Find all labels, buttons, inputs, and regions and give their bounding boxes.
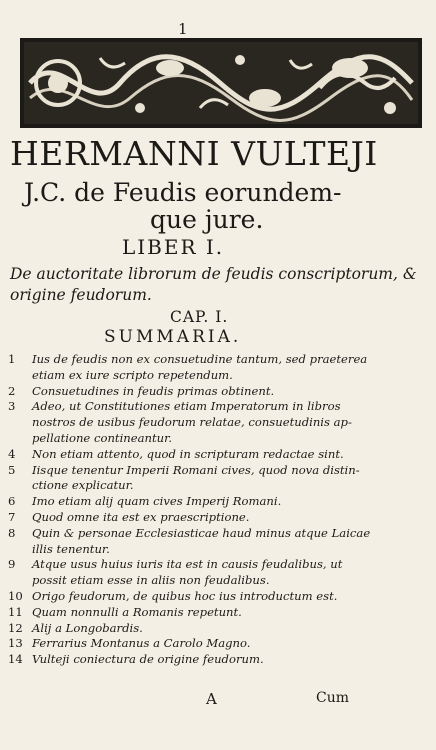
item-number: 5 [8, 462, 16, 477]
list-item [8, 352, 428, 384]
item-text: Imo etiam alij quam cives Imperij Romani. [32, 494, 282, 509]
list-item [8, 447, 428, 463]
item-text: Atque usus huius iuris ita est in causis feudalibus, ut possit etiam esse in aliis non feudalibus. [32, 557, 343, 588]
list-item [8, 510, 428, 526]
list-item [8, 652, 428, 668]
list-item [8, 621, 428, 637]
item-text: Adeo, ut Constitutiones etiam Imperatorum in libros nostros de usibus feudorum relatae, consuetudinis ap- pellatione contineantur. [32, 399, 352, 445]
list-item [8, 636, 428, 652]
item-number: 10 [8, 588, 23, 603]
book-number: LIBER I. [122, 235, 225, 259]
item-number: 7 [8, 509, 16, 524]
item-number: 11 [8, 604, 23, 619]
signature-mark: A [206, 690, 217, 708]
catchword: Cum [316, 690, 350, 706]
list-item [8, 384, 428, 400]
item-text: Iisque tenentur Imperii Romani cives, quod nova distin- ctione explicatur. [32, 462, 360, 493]
chapter-subject: De auctoritate librorum de feudis conscriptorum, & origine feudorum. [10, 265, 417, 304]
item-text: Quin & personae Ecclesiasticae haud minus atque Laicae illis tenentur. [32, 525, 371, 556]
item-text: Non etiam attento, quod in scripturam redactae sint. [32, 446, 344, 461]
item-text: Ius de feudis non ex consuetudine tantum, sed praeterea etiam ex iure scripto repetendum. [32, 352, 368, 382]
item-number: 4 [8, 446, 16, 461]
item-text: Origo feudorum, de quibus hoc ius introductum est. [32, 588, 338, 603]
list-item [8, 526, 428, 558]
page-number: 1 [178, 20, 188, 38]
item-number: 13 [8, 636, 23, 651]
item-text: Ferrarius Montanus a Carolo Magno. [32, 636, 251, 651]
item-text: Vulteji coniectura de origine feudorum. [32, 652, 264, 667]
list-item [8, 557, 428, 589]
item-number: 1 [8, 352, 16, 366]
item-number: 6 [8, 494, 16, 509]
item-text: Consuetudines in feudis primas obtinent. [32, 383, 275, 398]
work-title-line-1: J.C. de Feudis eorundem- [24, 178, 342, 207]
item-number: 2 [8, 383, 16, 398]
list-item [8, 589, 428, 605]
item-number: 12 [8, 620, 23, 635]
item-number: 14 [8, 652, 23, 667]
list-item [8, 463, 428, 495]
chapter-number: CAP. I. [170, 308, 229, 326]
item-text: Quam nonnulli a Romanis repetunt. [32, 604, 242, 619]
author-heading: HERMANNI VULTEJI [10, 134, 378, 173]
list-item [8, 494, 428, 510]
summary-heading: SUMMARIA. [104, 327, 242, 347]
item-text: Alij a Longobardis. [32, 620, 143, 635]
list-item [8, 605, 428, 621]
work-title-line-2: que jure. [150, 205, 264, 234]
item-number: 9 [8, 557, 16, 572]
item-text: Quod omne ita est ex praescriptione. [32, 509, 250, 524]
summary-list [8, 352, 428, 668]
list-item [8, 399, 428, 446]
floral-headpiece-icon [20, 38, 422, 128]
item-number: 8 [8, 525, 16, 540]
item-number: 3 [8, 399, 16, 414]
